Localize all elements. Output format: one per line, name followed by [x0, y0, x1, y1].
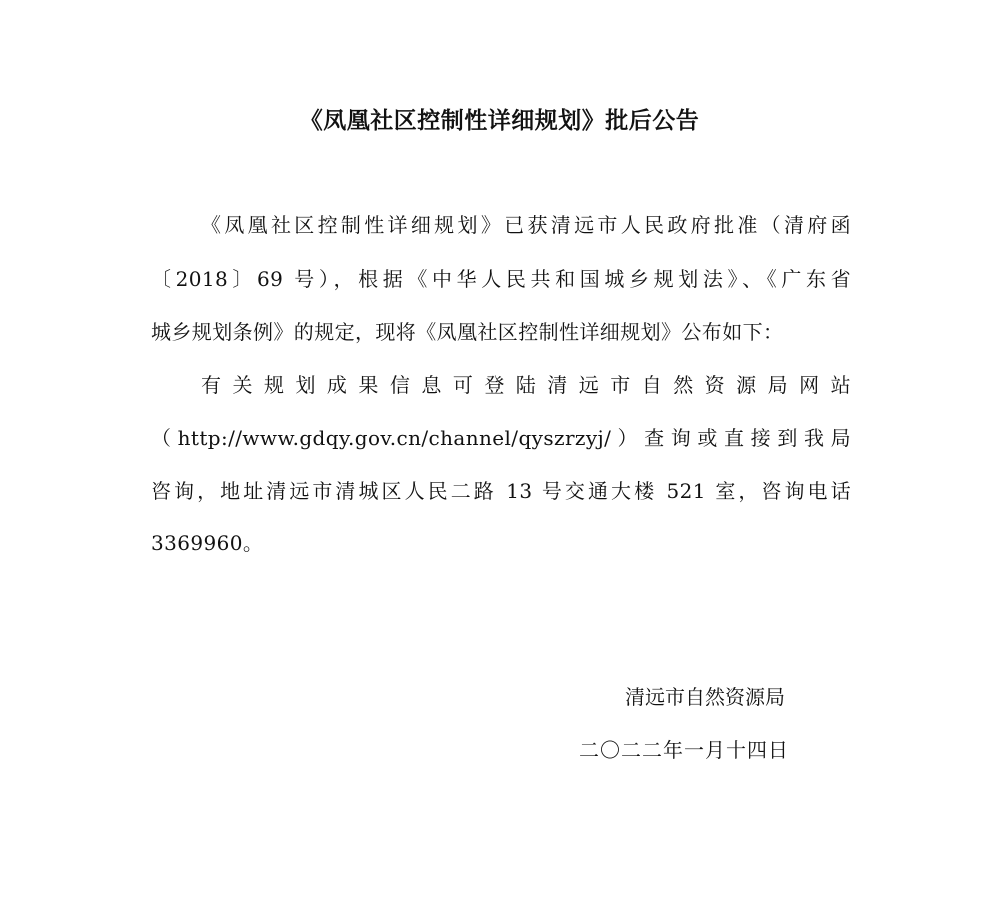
paragraph-2-line-4: 3369960。: [151, 531, 264, 555]
paragraph-2-line-3: 咨询，地址清远市清城区人民二路 13 号交通大楼 521 室，咨询电话: [151, 479, 851, 503]
paragraph-2-line-1: 有关规划成果信息可登陆清远市自然资源局网站: [201, 373, 851, 397]
paragraph-1-line-2: 〔2018〕69 号），根据《中华人民共和国城乡规划法》、《广东省: [151, 267, 851, 291]
paragraph-2-line-2: （http://www.gdqy.gov.cn/channel/qyszrzyj/）查询或直接到我局: [151, 426, 851, 450]
notice-title: 《凤凰社区控制性详细规划》批后公告: [299, 108, 700, 134]
paragraph-1-line-1: 《凤凰社区控制性详细规划》已获清远市人民政府批准（清府函: [201, 213, 851, 237]
issuing-organization: 清远市自然资源局: [625, 685, 785, 709]
issue-date: 二〇二二年一月十四日: [579, 738, 789, 762]
paragraph-1-line-3: 城乡规划条例》的规定，现将《凤凰社区控制性详细规划》公布如下：: [151, 320, 784, 344]
